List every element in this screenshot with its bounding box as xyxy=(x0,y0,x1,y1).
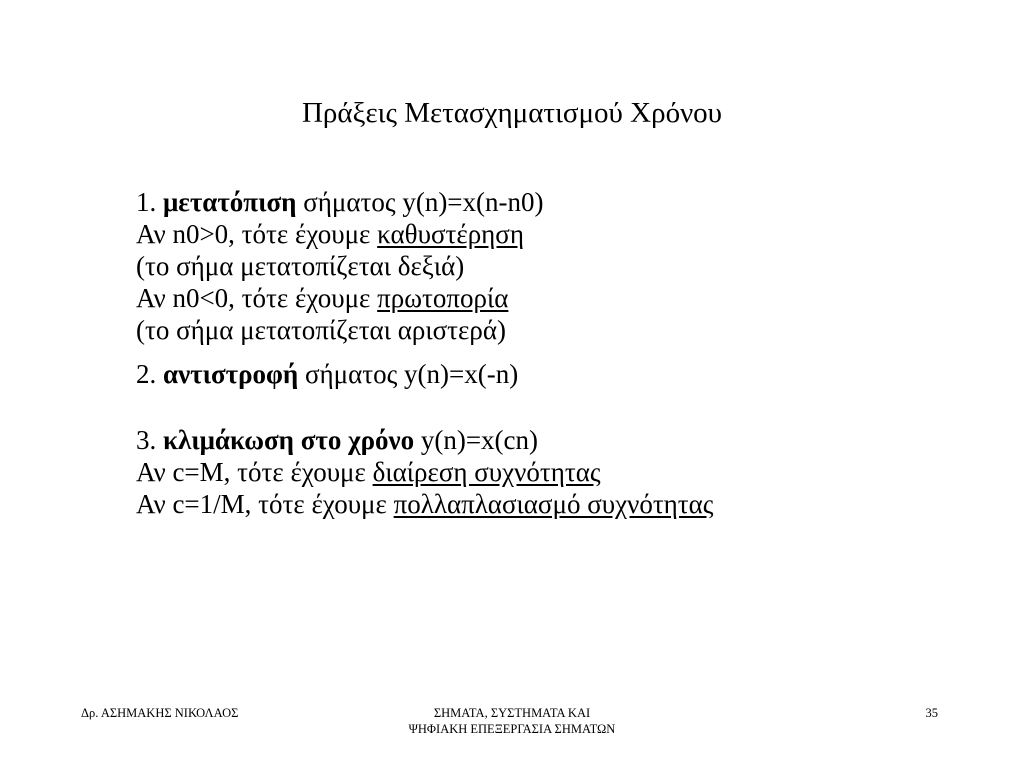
item3-line2 xyxy=(136,456,996,488)
slide-title: Πράξεις Μετασχηματισμού Χρόνου xyxy=(301,97,723,129)
item3-term: κλιμάκωση στο χρόνο xyxy=(163,425,415,455)
item1-formula: σήματος y(n)=x(n-n0) xyxy=(296,187,544,217)
spacer xyxy=(136,346,996,358)
item2-formula: σήματος y(n)=x(-n) xyxy=(298,359,519,389)
footer-author: Δρ. ΑΣΗΜΑΚΗΣ ΝΙΚΟΛΑΟΣ xyxy=(81,706,239,720)
item1-heading xyxy=(136,186,996,218)
footer-course-line1: ΣΗΜΑΤΑ, ΣΥΣΤΗΜΑΤΑ ΚΑΙ xyxy=(433,706,591,720)
item1-term: μετατόπιση xyxy=(163,187,297,217)
item3-number: 3. xyxy=(136,425,163,455)
item2-number: 2. xyxy=(136,359,163,389)
item1-line2 xyxy=(136,218,996,250)
item3-line3 xyxy=(136,488,996,520)
item1-line4-term: πρωτοπορία xyxy=(377,283,509,313)
spacer xyxy=(136,390,996,424)
item2-heading xyxy=(136,358,996,390)
item1-line3: (το σήμα μετατοπίζεται δεξιά) xyxy=(136,251,465,281)
slide-body xyxy=(136,186,996,520)
item3-line2-prefix: Αν c=M, τότε έχουμε xyxy=(136,457,373,487)
item1-line4-prefix: Αν n0<0, τότε έχουμε xyxy=(136,283,378,313)
item3-line3-term: πολλαπλασιασμό συχνότητας xyxy=(393,489,714,519)
item3-formula: y(n)=x(cn) xyxy=(414,425,539,455)
item1-line2-term: καθυστέρηση xyxy=(377,219,524,249)
item3-line2-term: διαίρεση συχνότητας xyxy=(372,457,601,487)
item1-line2-prefix: Αν n0>0, τότε έχουμε xyxy=(136,219,378,249)
item3-heading xyxy=(136,424,996,456)
item1-line5: (το σήμα μετατοπίζεται αριστερά) xyxy=(136,315,506,345)
item2-term: αντιστροφή xyxy=(163,359,299,389)
item1-number: 1. xyxy=(136,187,163,217)
item1-line4 xyxy=(136,282,996,314)
item3-line3-prefix: Αν c=1/M, τότε έχουμε xyxy=(136,489,394,519)
footer-course-line2: ΨΗΦΙΑΚΗ ΕΠΕΞΕΡΓΑΣΙΑ ΣΗΜΑΤΩΝ xyxy=(408,722,616,736)
footer-course xyxy=(362,705,662,737)
footer-page-number: 35 xyxy=(925,706,938,720)
